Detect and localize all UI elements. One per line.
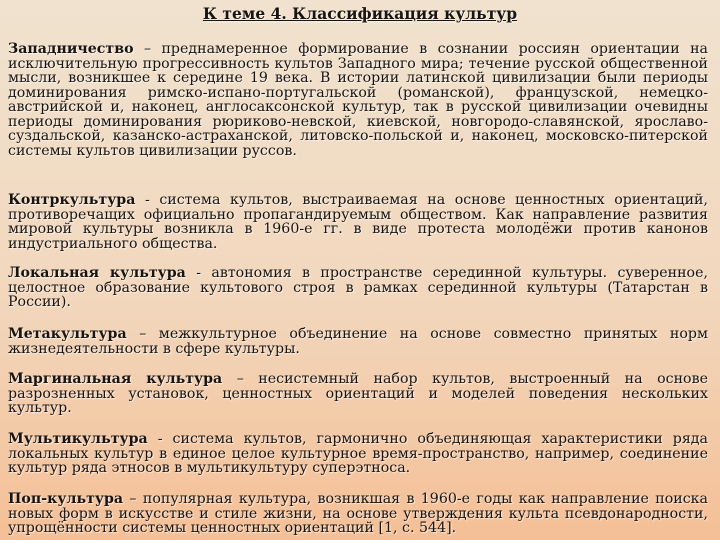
definition-text: – популярная культура, возникшая в 1960-е годы как направление поиска новых форм в искусстве и стиле жизни, на основе утверждения культа псевдонародности, упрощённости системы ценностных ориентаций [1, с. 544]. [8,491,708,536]
slide-title: К теме 4. Классификация культур [202,4,518,23]
definition-marginal-culture [8,372,708,416]
definition-text: - автономия в пространстве серединной культуры. суверенное, целостное образование культового строя в рамках серединной культуры (Татарстан в России). [8,265,708,310]
definition-westernism [8,42,708,158]
term-label: Маргинальная культура [8,371,223,387]
definition-text: - система культов, выстраиваемая на основе ценностных ориентаций, противоречащих официально пропагандируемым обществом. Как направление развития мировой культуры возникла в 1960-е гг. в виде протеста молодёжи против канонов индустриального общества. [8,192,708,252]
definition-metaculture [8,327,708,356]
definition-text: – преднамеренное формирование в сознании россиян ориентации на исключительную прогрессивность культов Западного мира; течение русской общественной мысли, возникшее к середине 19 века. В истории латинской цивилизации были периоды доминирования римско-испано-португальской (романской), французской, немецко-австрийской и, наконец, англосаксонской культур, так в русской цивилизации очевидны периоды доминирования рюриково-невской, киевской, новгородо-славянской, ярославо-суздальской, казанско-астраханской, литовско-польской и, наконец, московско-питерской системы культов цивилизации руссов. [8,41,708,159]
definition-pop-culture [8,492,708,536]
term-label: Локальная культура [8,265,186,281]
definition-local-culture [8,266,708,310]
definition-text: - система культов, гармонично объединяющая характеристики ряда локальных культур в единое целое культурное время-пространство, например, соединение культур ряда этносов в мультикультуру суперэтноса. [8,431,708,476]
term-label: Поп-культура [8,491,124,507]
term-label: Контркультура [8,192,136,208]
term-label: Западничество [8,41,134,57]
definition-multiculture [8,432,708,476]
term-label: Мультикультура [8,431,148,447]
definition-counterculture [8,193,708,251]
definition-text: – несистемный набор культов, выстроенный на основе разрозненных установок, ценностных ориентаций и моделей поведения нескольких культур. [8,371,708,416]
definition-text: – межкультурное объединение на основе совместно принятых норм жизнедеятельности в сфере культуры. [8,326,708,357]
term-label: Метакультура [8,326,127,342]
